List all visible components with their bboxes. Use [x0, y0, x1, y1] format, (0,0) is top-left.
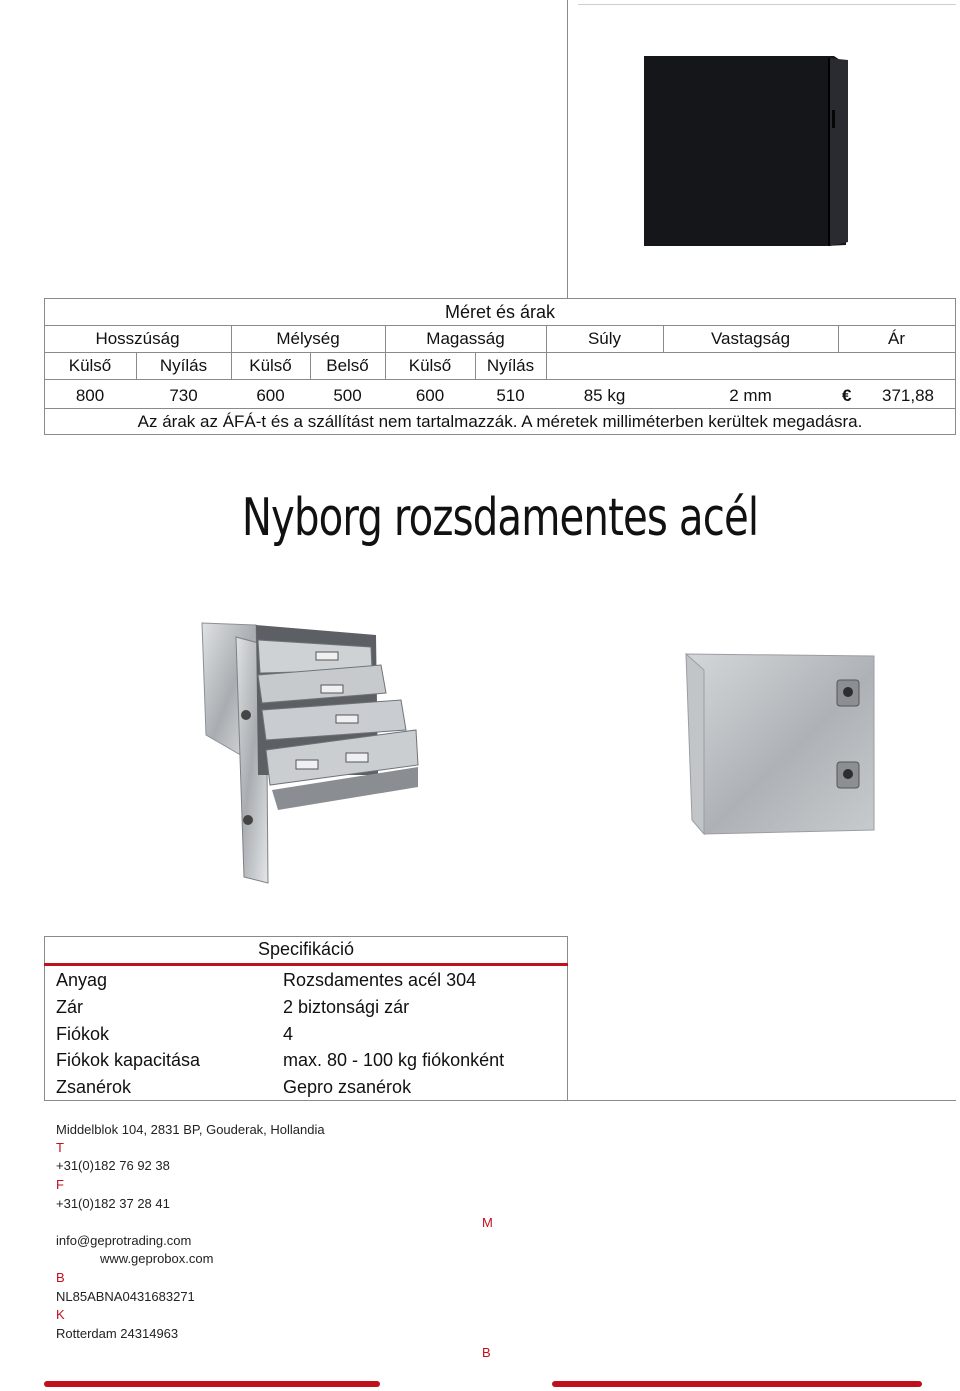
header-thickness: Vastagság	[710, 329, 791, 348]
spec-value-drawers: 4	[283, 1024, 294, 1044]
header-height: Magasság	[426, 329, 505, 348]
footer-address: Middelblok 104, 2831 BP, Gouderak, Hollandia	[56, 1122, 325, 1137]
value-price: 371,88	[882, 386, 934, 405]
value-length-outer: 800	[75, 386, 105, 405]
black-box-image	[636, 50, 856, 250]
spec-title: Specifikáció	[257, 939, 355, 959]
footer-bar-right	[552, 1381, 922, 1387]
drawer-cabinet-image	[196, 615, 426, 885]
value-thickness: 2 mm	[729, 386, 772, 405]
price-table-title: Méret és árak	[444, 302, 556, 322]
top-divider	[567, 0, 568, 298]
price-currency: €	[842, 386, 852, 405]
footer-fax: +31(0)182 37 28 41	[56, 1196, 170, 1211]
subheader-height-outer: Külső	[408, 356, 452, 375]
value-depth-outer: 600	[256, 386, 285, 405]
spec-value-capacity: max. 80 - 100 kg fiókonként	[283, 1050, 505, 1070]
spec-label-lock: Zár	[56, 997, 83, 1017]
footer-website[interactable]: www.geprobox.com	[100, 1251, 214, 1266]
subheader-length-opening: Nyílás	[159, 356, 208, 375]
footer-phone[interactable]: +31(0)182 76 92 38	[56, 1158, 170, 1173]
spec-label-hinges: Zsanérok	[56, 1077, 132, 1097]
header-length: Hosszúság	[95, 329, 180, 348]
subheader-depth-inner: Belső	[326, 356, 369, 375]
product-title: Nyborg rozsdamentes acél	[241, 488, 759, 548]
value-length-opening: 730	[169, 386, 198, 405]
value-depth-inner: 500	[333, 386, 362, 405]
header-weight: Súly	[587, 329, 622, 348]
spec-value-material: Rozsdamentes acél 304	[283, 970, 477, 990]
value-height-outer: 600	[415, 386, 445, 405]
top-right-line	[578, 4, 956, 5]
footer-bar-left	[44, 1381, 380, 1387]
footer-m-label: M	[482, 1215, 493, 1230]
footer-iban: NL85ABNA0431683271	[56, 1289, 195, 1304]
footer-b2-label: B	[482, 1345, 491, 1360]
value-height-opening: 510	[496, 386, 525, 405]
stainless-box-image	[682, 650, 897, 838]
footer-b-label: B	[56, 1270, 65, 1285]
header-depth: Mélység	[276, 329, 340, 348]
spec-title-underline	[44, 963, 568, 966]
footer-f-label: F	[56, 1177, 64, 1192]
price-note: Az árak az ÁFÁ-t és a szállítást nem tartalmazzák. A méretek milliméterben kerültek megadásra.	[137, 412, 863, 431]
header-price: Ár	[888, 329, 905, 348]
footer-t-label: T	[56, 1140, 64, 1155]
value-weight: 85 kg	[583, 386, 626, 405]
subheader-length-outer: Külső	[68, 356, 112, 375]
spec-label-material: Anyag	[56, 970, 108, 990]
spec-value-hinges: Gepro zsanérok	[283, 1077, 412, 1097]
subheader-height-opening: Nyílás	[486, 356, 535, 375]
spec-label-drawers: Fiókok	[56, 1024, 110, 1044]
subheader-depth-outer: Külső	[249, 356, 292, 375]
spec-value-lock: 2 biztonsági zár	[283, 997, 410, 1017]
footer-email[interactable]: info@geprotrading.com	[56, 1233, 192, 1248]
spec-label-capacity: Fiókok kapacitása	[56, 1050, 201, 1070]
footer-kvk: Rotterdam 24314963	[56, 1326, 179, 1341]
footer-k-label: K	[56, 1307, 65, 1322]
